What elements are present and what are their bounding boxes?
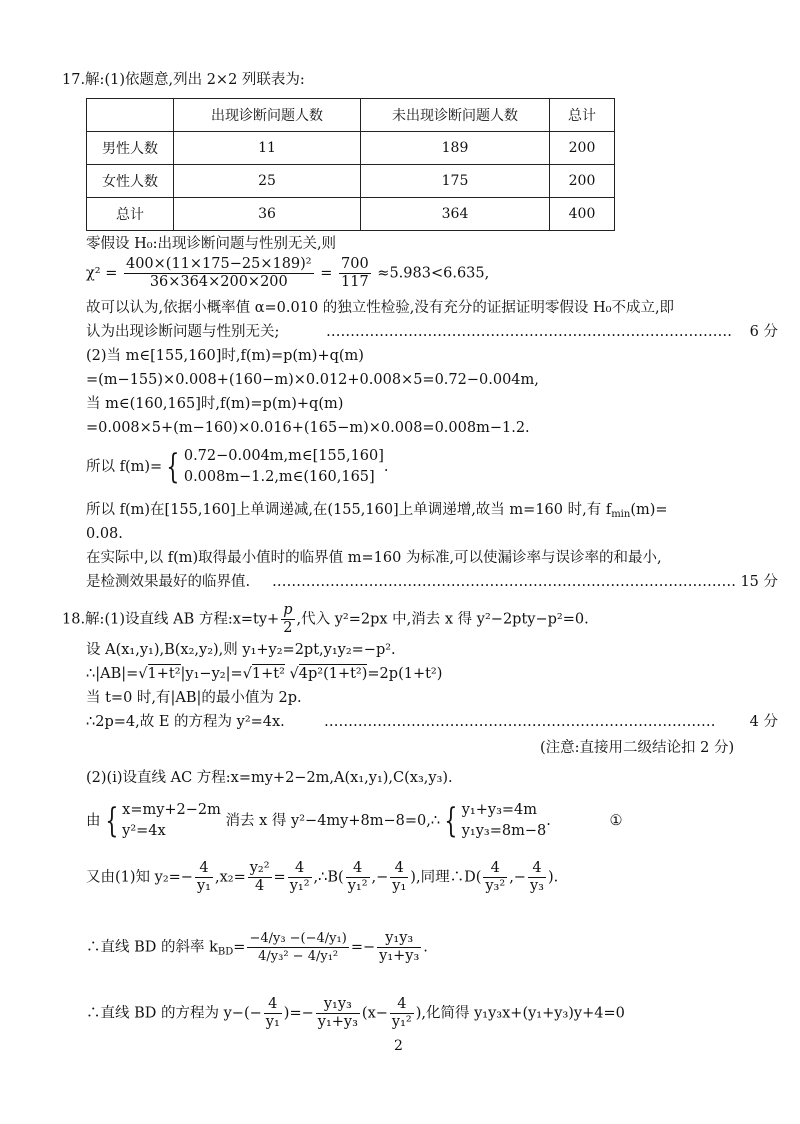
case-2: 0.008m−1.2,m∈(160,165] — [183, 469, 375, 485]
table-cell: 出现诊断问题人数 — [174, 99, 361, 132]
l8-text-f: ),同理∴D( — [410, 869, 482, 886]
frac-den: y₁ — [392, 878, 407, 894]
table-cell: 女性人数 — [87, 165, 174, 198]
conclusion-line-1: 故可以认为,依据小概率值 α=0.010 的独立性检验,没有充分的证据证明零假设 H₀不成立,即 — [86, 300, 675, 316]
l8-text-d: ,∴B( — [313, 869, 344, 886]
frac-den: y₁+y₃ — [379, 948, 420, 964]
monotonic-text: 所以 f(m)在[155,160]上单调递减,在(155,160]上单调递增,故当 m=160 时,有 f — [86, 502, 612, 518]
q17-heading: 17.解:(1)依题意,列出 2×2 列联表为: — [62, 72, 305, 88]
part2-line-3: 当 m∈(160,165]时,f(m)=p(m)+q(m) — [86, 396, 344, 412]
slope-lhs: ∴直线 BD 的斜率 k — [86, 939, 218, 956]
chi-numerator: 400×(11×175−25×189)² — [125, 256, 312, 272]
chi-denominator-2: 117 — [341, 274, 369, 290]
frac-den: y₁ — [196, 878, 211, 894]
score-label: 15 分 — [740, 574, 778, 590]
sqrt-3: 4p²(1+t²) — [298, 666, 368, 682]
q18-line-2: 设 A(x₁,y₁),B(x₂,y₂),则 y₁+y₂=2pt,y₁y₂=−p². — [86, 642, 396, 658]
frac-den: y₁² — [391, 1014, 412, 1030]
table-cell: 189 — [361, 132, 550, 165]
part2-line-6: 0.08. — [86, 526, 123, 542]
q18-line-4: 当 t=0 时,有|AB|的最小值为 2p. — [86, 690, 302, 706]
ab-result: =2p(1+t²) — [367, 666, 443, 682]
table-row — [87, 132, 615, 165]
table-cell — [87, 99, 174, 132]
frac-den: y₃ — [529, 878, 544, 894]
system-cases — [122, 800, 221, 842]
part2-line-2: =(m−155)×0.008+(160−m)×0.012+0.008×5=0.72−0.004m, — [86, 372, 539, 388]
q18-line-3: ∴|AB|=√1+t²|y₁−y₂|=√1+t² √4p²(1+t²)=2p(1+t²) — [86, 666, 443, 682]
table-cell: 400 — [550, 198, 615, 231]
q18-line-5 — [86, 712, 778, 732]
table-cell: 25 — [174, 165, 361, 198]
dot-leader: ………………………………………………………………………… — [326, 324, 732, 340]
frac-den: y₁² — [289, 878, 310, 894]
table-cell: 总计 — [550, 99, 615, 132]
bd-eq-d: ),化简得 y₁y₃x+(y₁+y₃)y+4=0 — [415, 1005, 625, 1022]
fraction-4-y1sq — [346, 860, 370, 895]
table-cell: 36 — [174, 198, 361, 231]
bd-subscript: BD — [217, 946, 234, 958]
fraction-4-y3 — [528, 860, 546, 895]
score-label: 4 分 — [749, 714, 778, 730]
table-row — [87, 99, 615, 132]
slope-fraction — [247, 930, 348, 965]
table-cell: 175 — [361, 165, 550, 198]
q18-line-1 — [62, 602, 589, 637]
part2-line-8 — [86, 572, 778, 592]
frac-num: p — [283, 602, 293, 618]
table-cell: 200 — [550, 165, 615, 198]
table-cell: 未出现诊断问题人数 — [361, 99, 550, 132]
contingency-table — [86, 98, 615, 231]
q18-note: (注意:直接用二级结论扣 2 分) — [540, 740, 735, 756]
chi-result: ≈5.983<6.635, — [377, 265, 490, 282]
case-1: 0.72−0.004m,m∈[155,160] — [183, 448, 384, 464]
fraction-4-y1 — [195, 860, 213, 895]
frac-num: y₁y₃ — [377, 930, 421, 948]
circled-marker: ① — [609, 813, 623, 829]
table-row — [87, 165, 615, 198]
frac-den: 4 — [255, 878, 265, 894]
piecewise-cases — [184, 446, 384, 488]
fraction-4-y1sq — [390, 996, 414, 1031]
page-number: 2 — [394, 1038, 403, 1054]
table-cell: 364 — [361, 198, 550, 231]
part2-line-7: 在实际中,以 f(m)取得最小值时的临界值 m=160 为标准,可以使漏诊率与误诊率的和最小, — [86, 550, 662, 566]
dot-leader: ……………………………………………………………………… — [324, 714, 716, 730]
system-eq-1: x=my+2−2m — [122, 802, 221, 818]
frac-num: 4 — [346, 860, 370, 878]
part2-line-1: (2)当 m∈[155,160]时,f(m)=p(m)+q(m) — [86, 348, 364, 364]
vieta-product: y₁y₃=8m−8 — [461, 823, 547, 839]
monotonic-tail: (m)= — [630, 502, 668, 518]
slope-denominator: 4/y₃² − 4/y₁² — [258, 949, 339, 964]
fraction-4-y3sq — [483, 860, 507, 895]
frac-den: 2 — [283, 620, 293, 636]
fraction-4-y1sq — [288, 860, 312, 895]
conclusion-text: 认为出现诊断问题与性别无关; — [86, 324, 280, 340]
system-end: . — [546, 813, 551, 829]
chi-numerator-2: 700 — [341, 256, 369, 272]
slope-equals: = — [233, 939, 246, 956]
table-cell: 200 — [550, 132, 615, 165]
vieta-cases — [462, 800, 547, 842]
slope-end: . — [423, 939, 428, 956]
l8-text-b: ,x₂= — [214, 869, 246, 886]
l8-text-e: ,− — [371, 869, 389, 886]
left-brace: { — [104, 801, 118, 841]
frac-num: 4 — [390, 860, 408, 878]
ab-middle: |y₁−y₂|= — [180, 666, 243, 682]
piecewise-function — [86, 446, 389, 488]
frac-num: 4 — [195, 860, 213, 878]
l8-text-g: ,− — [509, 869, 526, 886]
slope-eq2: =− — [350, 939, 376, 956]
parabola-equation: ∴2p=4,故 E 的方程为 y²=4x. — [86, 714, 285, 730]
chi-lhs: χ² = — [86, 265, 118, 282]
q18-line-9 — [86, 930, 428, 965]
table-cell: 11 — [174, 132, 361, 165]
chi-fraction-simplified — [339, 256, 371, 291]
q18-line-7 — [86, 800, 622, 842]
chi-fraction — [124, 256, 314, 291]
frac-num: 4 — [264, 996, 282, 1014]
left-brace: { — [166, 447, 180, 487]
system-eq-2: y²=4x — [122, 823, 166, 839]
l8-text-h: ). — [547, 869, 559, 886]
fraction-4-y1 — [264, 996, 282, 1031]
vieta-sum: y₁+y₃=4m — [461, 802, 538, 818]
ab-length-lhs: ∴|AB|= — [86, 666, 139, 682]
system-result: 消去 x 得 y²−4my+8m−8=0,∴ — [225, 813, 441, 829]
bd-eq-a: ∴直线 BD 的方程为 y−(− — [86, 1005, 262, 1022]
frac-num: 4 — [288, 860, 312, 878]
bd-eq-c: (x− — [361, 1005, 388, 1022]
min-subscript: min — [611, 509, 631, 520]
frac-num: 4 — [528, 860, 546, 878]
frac-num: 4 — [390, 996, 414, 1014]
part2-line-4: =0.008×5+(m−160)×0.016+(165−m)×0.008=0.008m−1.2. — [86, 420, 530, 436]
slope-result — [316, 996, 360, 1031]
fraction-y2sq-4 — [248, 860, 272, 895]
q18-line-10 — [86, 996, 625, 1031]
part2-conclusion: 是检测效果最好的临界值. — [86, 574, 251, 590]
q18-line-6: (2)(ⅰ)设直线 AC 方程:x=my+2−2m,A(x₁,y₁),C(x₃,y₃). — [86, 770, 453, 786]
null-hypothesis: 零假设 H₀:出现诊断问题与性别无关,则 — [86, 236, 337, 252]
table-cell: 男性人数 — [87, 132, 174, 165]
frac-num: y₂² — [249, 860, 270, 876]
fraction-4-y1 — [390, 860, 408, 895]
case-end: . — [383, 459, 389, 475]
system-intro: 由 — [86, 813, 101, 829]
frac-den: y₁+y₃ — [317, 1014, 358, 1030]
slope-numerator: −4/y₃ −(−4/y₁) — [249, 931, 347, 946]
chi-equals: = — [320, 265, 333, 282]
frac-den: y₁ — [265, 1014, 280, 1030]
sqrt-1: 1+t² — [147, 666, 181, 682]
chi-denominator: 36×364×200×200 — [149, 274, 288, 290]
chi-square-formula — [86, 256, 489, 291]
dot-leader: …………………………………………………………………………………… — [272, 574, 736, 590]
frac-num: y₁y₃ — [316, 996, 360, 1014]
table-row — [87, 198, 615, 231]
q18-intro-tail: ,代入 y²=2px 中,消去 x 得 y²−2pty−p²=0. — [296, 611, 589, 628]
piecewise-lhs: 所以 f(m)= — [86, 459, 163, 475]
conclusion-line-2 — [86, 322, 778, 342]
bd-eq-b: )=− — [283, 1005, 314, 1022]
sqrt-2: 1+t² — [251, 666, 285, 682]
q18-intro: 18.解:(1)设直线 AB 方程:x=ty+ — [62, 611, 280, 628]
slope-result — [377, 930, 421, 965]
p-over-2 — [281, 602, 294, 637]
part2-line-5 — [86, 500, 668, 525]
frac-den: y₁² — [347, 878, 368, 894]
score-label: 6 分 — [749, 324, 778, 340]
q18-line-8 — [86, 860, 558, 895]
l8-text-a: 又由(1)知 y₂=− — [86, 869, 193, 886]
frac-den: y₃² — [485, 878, 506, 894]
table-cell: 总计 — [87, 198, 174, 231]
l8-text-c: = — [273, 869, 286, 886]
frac-num: 4 — [483, 860, 507, 878]
left-brace: { — [444, 801, 458, 841]
